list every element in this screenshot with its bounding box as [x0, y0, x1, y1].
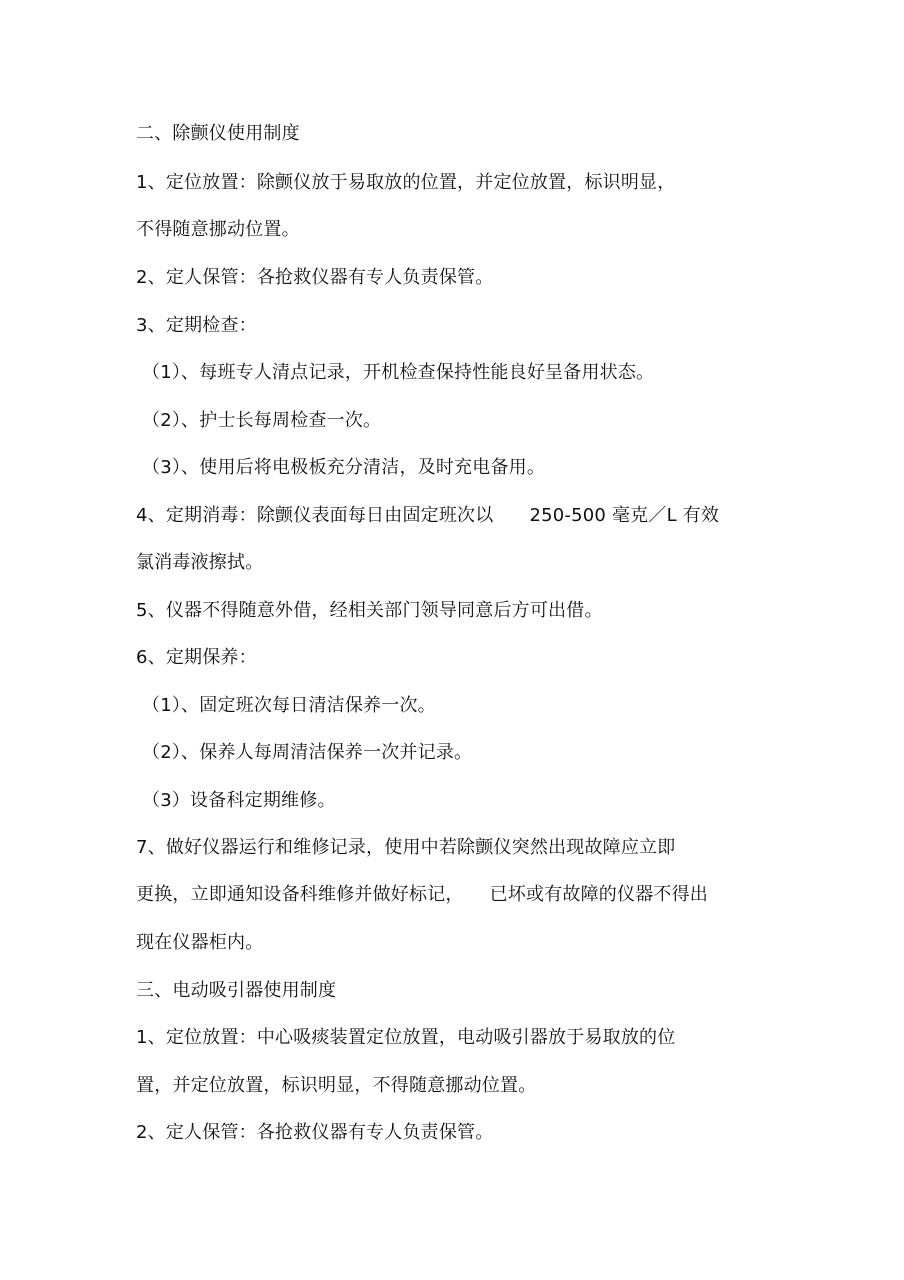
- paragraph: 现在仪器柜内。: [136, 932, 264, 953]
- paragraph: 2、定人保管：各抢救仪器有专人负责保管。: [136, 1122, 494, 1143]
- paragraph: 1、定位放置：中心吸痰装置定位放置，电动吸引器放于易取放的位: [136, 1027, 676, 1048]
- paragraph: 置，并定位放置，标识明显，不得随意挪动位置。: [136, 1075, 537, 1096]
- paragraph-text: 已坏或有故障的仪器不得出: [489, 884, 709, 905]
- sub-item: （1）、固定班次每日清洁保养一次。: [142, 695, 436, 716]
- paragraph: 不得随意挪动位置。: [136, 219, 300, 240]
- paragraph: [136, 883, 708, 907]
- paragraph: 3、定期检查：: [136, 315, 257, 336]
- paragraph: 1、定位放置：除颤仪放于易取放的位置，并定位放置，标识明显，: [136, 172, 676, 193]
- sub-item: （1）、每班专人清点记录，开机检查保持性能良好呈备用状态。: [142, 362, 655, 383]
- sub-item: （3）、使用后将电极板充分清洁，及时充电备用。: [142, 457, 546, 478]
- paragraph-text: 250-500 毫克／L 有效: [529, 505, 720, 526]
- sub-item: （2）、保养人每周清洁保养一次并记录。: [142, 742, 473, 763]
- paragraph: [136, 504, 719, 528]
- paragraph: 氯消毒液擦拭。: [136, 552, 264, 573]
- sub-item: （2）、护士长每周检查一次。: [142, 410, 382, 431]
- paragraph-text: 4、定期消毒：除颤仪表面每日由固定班次以: [136, 505, 494, 526]
- paragraph: 2、定人保管：各抢救仪器有专人负责保管。: [136, 267, 494, 288]
- paragraph: 7、做好仪器运行和维修记录，使用中若除颤仪突然出现故障应立即: [136, 837, 676, 858]
- sub-item: （3）设备科定期维修。: [142, 790, 336, 811]
- paragraph: 5、仪器不得随意外借，经相关部门领导同意后方可出借。: [136, 600, 603, 621]
- section-heading: 三、电动吸引器使用制度: [136, 980, 337, 1001]
- paragraph-text: 更换，立即通知设备科维修并做好标记，: [136, 884, 464, 905]
- paragraph: 6、定期保养：: [136, 647, 257, 668]
- section-heading: 二、除颤仪使用制度: [136, 123, 300, 144]
